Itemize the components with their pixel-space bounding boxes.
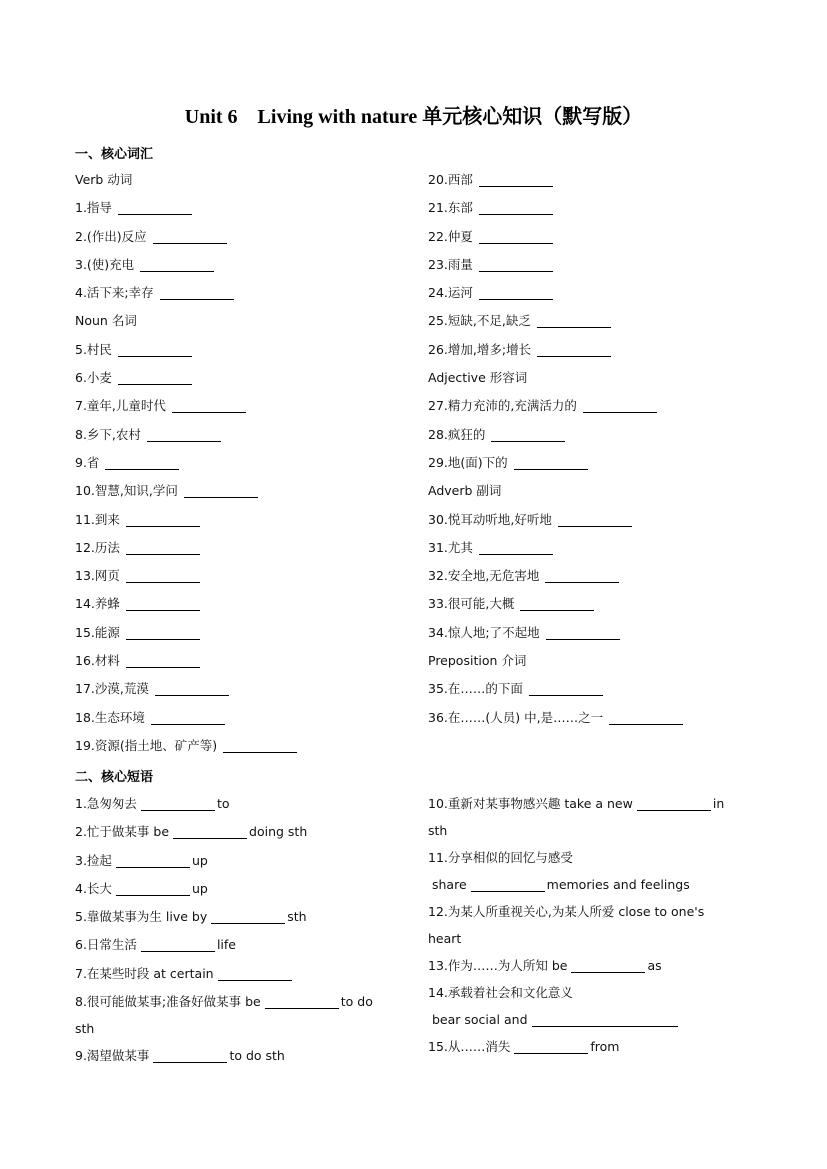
phrase-item-10: 10.重新对某事物感兴趣 take a new in sth: [428, 796, 725, 838]
vocab-item: [428, 223, 778, 251]
answer-blank[interactable]: [184, 483, 258, 498]
vocab-item: [75, 194, 425, 222]
answer-blank[interactable]: [118, 342, 192, 357]
vocab-column-right: [428, 166, 778, 732]
vocab-prompt: 7.童年,儿童时代: [75, 398, 166, 414]
vocab-prompt: Adjective 形容词: [428, 370, 528, 386]
vocab-prompt: 23.雨量: [428, 256, 473, 272]
answer-blank[interactable]: [126, 625, 200, 640]
vocab-item: [428, 251, 778, 279]
vocab-prompt: 6.小麦: [75, 370, 112, 386]
answer-blank[interactable]: [211, 909, 285, 924]
vocab-prompt: 16.材料: [75, 653, 120, 669]
vocab-item: [428, 675, 778, 703]
vocab-item: [75, 251, 425, 279]
vocab-prompt: 30.悦耳动听地,好听地: [428, 511, 552, 527]
vocab-item: [75, 704, 425, 732]
part-of-speech-label: [75, 166, 425, 194]
answer-blank[interactable]: [218, 966, 292, 981]
page-title: Unit 6 Living with nature 单元核心知识（默写版）: [184, 106, 643, 128]
answer-blank[interactable]: [479, 285, 553, 300]
answer-blank[interactable]: [491, 427, 565, 442]
vocab-prompt: 8.乡下,农村: [75, 426, 141, 442]
vocab-item: [428, 506, 778, 534]
vocab-prompt: Preposition 介词: [428, 653, 527, 669]
vocab-prompt: 2.(作出)反应: [75, 228, 147, 244]
answer-blank[interactable]: [140, 257, 214, 272]
answer-blank[interactable]: [118, 200, 192, 215]
vocab-prompt: 13.网页: [75, 568, 120, 584]
vocab-prompt: 10.智慧,知识,学问: [75, 483, 178, 499]
vocab-item: [75, 534, 425, 562]
phrase-item: 8.很可能做某事;准备好做某事 be to do sth: [75, 994, 373, 1037]
vocab-item: [75, 364, 425, 392]
vocab-item: [75, 279, 425, 307]
answer-blank[interactable]: [479, 229, 553, 244]
answer-blank[interactable]: [105, 455, 179, 470]
answer-blank[interactable]: [265, 994, 339, 1009]
vocab-item: [75, 562, 425, 590]
vocab-item: [75, 392, 425, 420]
vocab-item: [428, 449, 778, 477]
vocab-item: [428, 421, 778, 449]
vocab-item: [428, 166, 778, 194]
answer-blank[interactable]: [479, 540, 553, 555]
answer-blank[interactable]: [153, 1048, 227, 1063]
vocab-prompt: Verb 动词: [75, 172, 133, 187]
phrase-item-12: 12.为某人所重视关心,为某人所爱 close to one's heart: [428, 904, 705, 946]
answer-blank[interactable]: [118, 370, 192, 385]
answer-blank[interactable]: [583, 398, 657, 413]
vocab-prompt: 9.省: [75, 454, 100, 470]
vocab-prompt: 18.生态环境: [75, 709, 145, 725]
answer-blank[interactable]: [116, 853, 190, 868]
answer-blank[interactable]: [116, 881, 190, 896]
vocab-item: [75, 449, 425, 477]
answer-blank[interactable]: [479, 172, 553, 187]
part-of-speech-label: [428, 477, 778, 505]
answer-blank[interactable]: [172, 398, 246, 413]
vocab-prompt: 35.在……的下面: [428, 681, 523, 697]
vocab-prompt: 20.西部: [428, 172, 473, 187]
answer-blank[interactable]: [637, 796, 711, 811]
answer-blank[interactable]: [571, 958, 645, 973]
answer-blank[interactable]: [223, 738, 297, 753]
vocab-item: [428, 194, 778, 222]
vocab-prompt: 11.到来: [75, 511, 120, 527]
vocab-item: [428, 562, 778, 590]
vocab-prompt: 14.养蜂: [75, 596, 120, 612]
vocab-prompt: 21.东部: [428, 200, 473, 216]
vocab-item: [428, 307, 778, 335]
vocab-item: [75, 223, 425, 251]
answer-blank[interactable]: [520, 596, 594, 611]
answer-blank[interactable]: [479, 200, 553, 215]
answer-blank[interactable]: [126, 540, 200, 555]
phrase-item-14: 14.承载着社会和文化意义 bear social and: [428, 979, 758, 1033]
answer-blank[interactable]: [155, 681, 229, 696]
answer-blank[interactable]: [558, 512, 632, 527]
phrase-item-15: 15.从……消失 from: [428, 1039, 620, 1054]
section-heading-vocabulary: 一、核心词汇: [75, 147, 154, 162]
answer-blank[interactable]: [126, 568, 200, 583]
answer-blank[interactable]: [151, 710, 225, 725]
vocab-prompt: Adverb 副词: [428, 483, 502, 499]
answer-blank[interactable]: [529, 681, 603, 696]
answer-blank[interactable]: [126, 596, 200, 611]
vocab-prompt: 4.活下来;幸存: [75, 285, 154, 301]
answer-blank[interactable]: [514, 1039, 588, 1054]
phrase-item-13: 13.作为……为人所知 be as: [428, 958, 662, 973]
vocab-prompt: 17.沙漠,荒漠: [75, 681, 149, 697]
answer-blank[interactable]: [514, 455, 588, 470]
vocab-prompt: 29.地(面)下的: [428, 454, 508, 470]
answer-blank[interactable]: [537, 313, 611, 328]
vocab-item: [428, 704, 778, 732]
answer-blank[interactable]: [537, 342, 611, 357]
vocab-item: [75, 477, 425, 505]
phrase-column-left: [75, 790, 425, 1070]
vocab-prompt: 34.惊人地;了不起地: [428, 624, 540, 640]
answer-blank[interactable]: [173, 824, 247, 839]
vocab-item: [75, 336, 425, 364]
vocab-item: [75, 647, 425, 675]
vocab-item: [428, 279, 778, 307]
vocab-item: [75, 421, 425, 449]
vocab-prompt: 3.(使)充电: [75, 256, 135, 272]
vocab-prompt: 26.增加,增多;增长: [428, 341, 532, 357]
phrase-item-11: 11.分享相似的回忆与感受 share memories and feelings: [428, 850, 690, 892]
answer-blank[interactable]: [141, 796, 215, 811]
vocab-prompt: 12.历法: [75, 539, 120, 555]
vocab-prompt: 19.资源(指土地、矿产等): [75, 737, 218, 753]
phrase-item: 6.日常生活 life: [75, 937, 236, 953]
section-heading-phrases: 二、核心短语: [75, 770, 154, 785]
phrase-item: 1.急匆匆去 to: [75, 796, 230, 811]
answer-blank[interactable]: [147, 427, 221, 442]
vocab-prompt: 31.尤其: [428, 539, 473, 555]
vocab-item: [428, 590, 778, 618]
phrase-item: 3.捡起 up: [75, 852, 208, 868]
phrase-item: 2.忙于做某事 be doing sth: [75, 824, 308, 840]
vocab-item: [75, 619, 425, 647]
vocab-prompt: 1.指导: [75, 200, 112, 216]
vocab-column-left: [75, 166, 425, 760]
answer-blank[interactable]: [160, 285, 234, 300]
phrase-item: 5.靠做某事为生 live by sth: [75, 909, 307, 925]
phrase-item: 9.渴望做某事 to do sth: [75, 1048, 285, 1064]
vocab-prompt: 22.仲夏: [428, 228, 473, 244]
phrase-item: 4.长大 up: [75, 880, 208, 896]
vocab-prompt: 32.安全地,无危害地: [428, 568, 540, 584]
answer-blank[interactable]: [126, 653, 200, 668]
vocab-prompt: 5.村民: [75, 341, 112, 357]
vocab-prompt: 24.运河: [428, 285, 473, 301]
vocab-item: [428, 619, 778, 647]
answer-blank[interactable]: [141, 937, 215, 952]
vocab-item: [75, 506, 425, 534]
answer-blank[interactable]: [479, 257, 553, 272]
part-of-speech-label: [75, 307, 425, 335]
vocab-item: [428, 534, 778, 562]
answer-blank[interactable]: [153, 229, 227, 244]
vocab-prompt: 25.短缺,不足,缺乏: [428, 313, 531, 329]
answer-blank[interactable]: [545, 568, 619, 583]
answer-blank[interactable]: [546, 625, 620, 640]
vocab-item: [428, 392, 778, 420]
vocab-prompt: 33.很可能,大概: [428, 596, 515, 612]
vocab-item: [75, 675, 425, 703]
answer-blank[interactable]: [532, 1012, 678, 1027]
vocab-prompt: Noun 名词: [75, 313, 137, 329]
part-of-speech-label: [428, 647, 778, 675]
phrase-item: 7.在某些时段 at certain: [75, 960, 425, 988]
phrase-column-right: [428, 790, 758, 1060]
vocab-prompt: 27.精力充沛的,充满活力的: [428, 398, 577, 414]
vocab-item: [428, 336, 778, 364]
answer-blank[interactable]: [471, 877, 545, 892]
answer-blank[interactable]: [126, 512, 200, 527]
vocab-prompt: 28.疯狂的: [428, 426, 486, 442]
part-of-speech-label: [428, 364, 778, 392]
vocab-item: [75, 732, 425, 760]
vocab-prompt: 36.在……(人员) 中,是……之一: [428, 709, 604, 725]
vocab-prompt: 15.能源: [75, 624, 120, 640]
vocab-item: [75, 590, 425, 618]
answer-blank[interactable]: [609, 710, 683, 725]
